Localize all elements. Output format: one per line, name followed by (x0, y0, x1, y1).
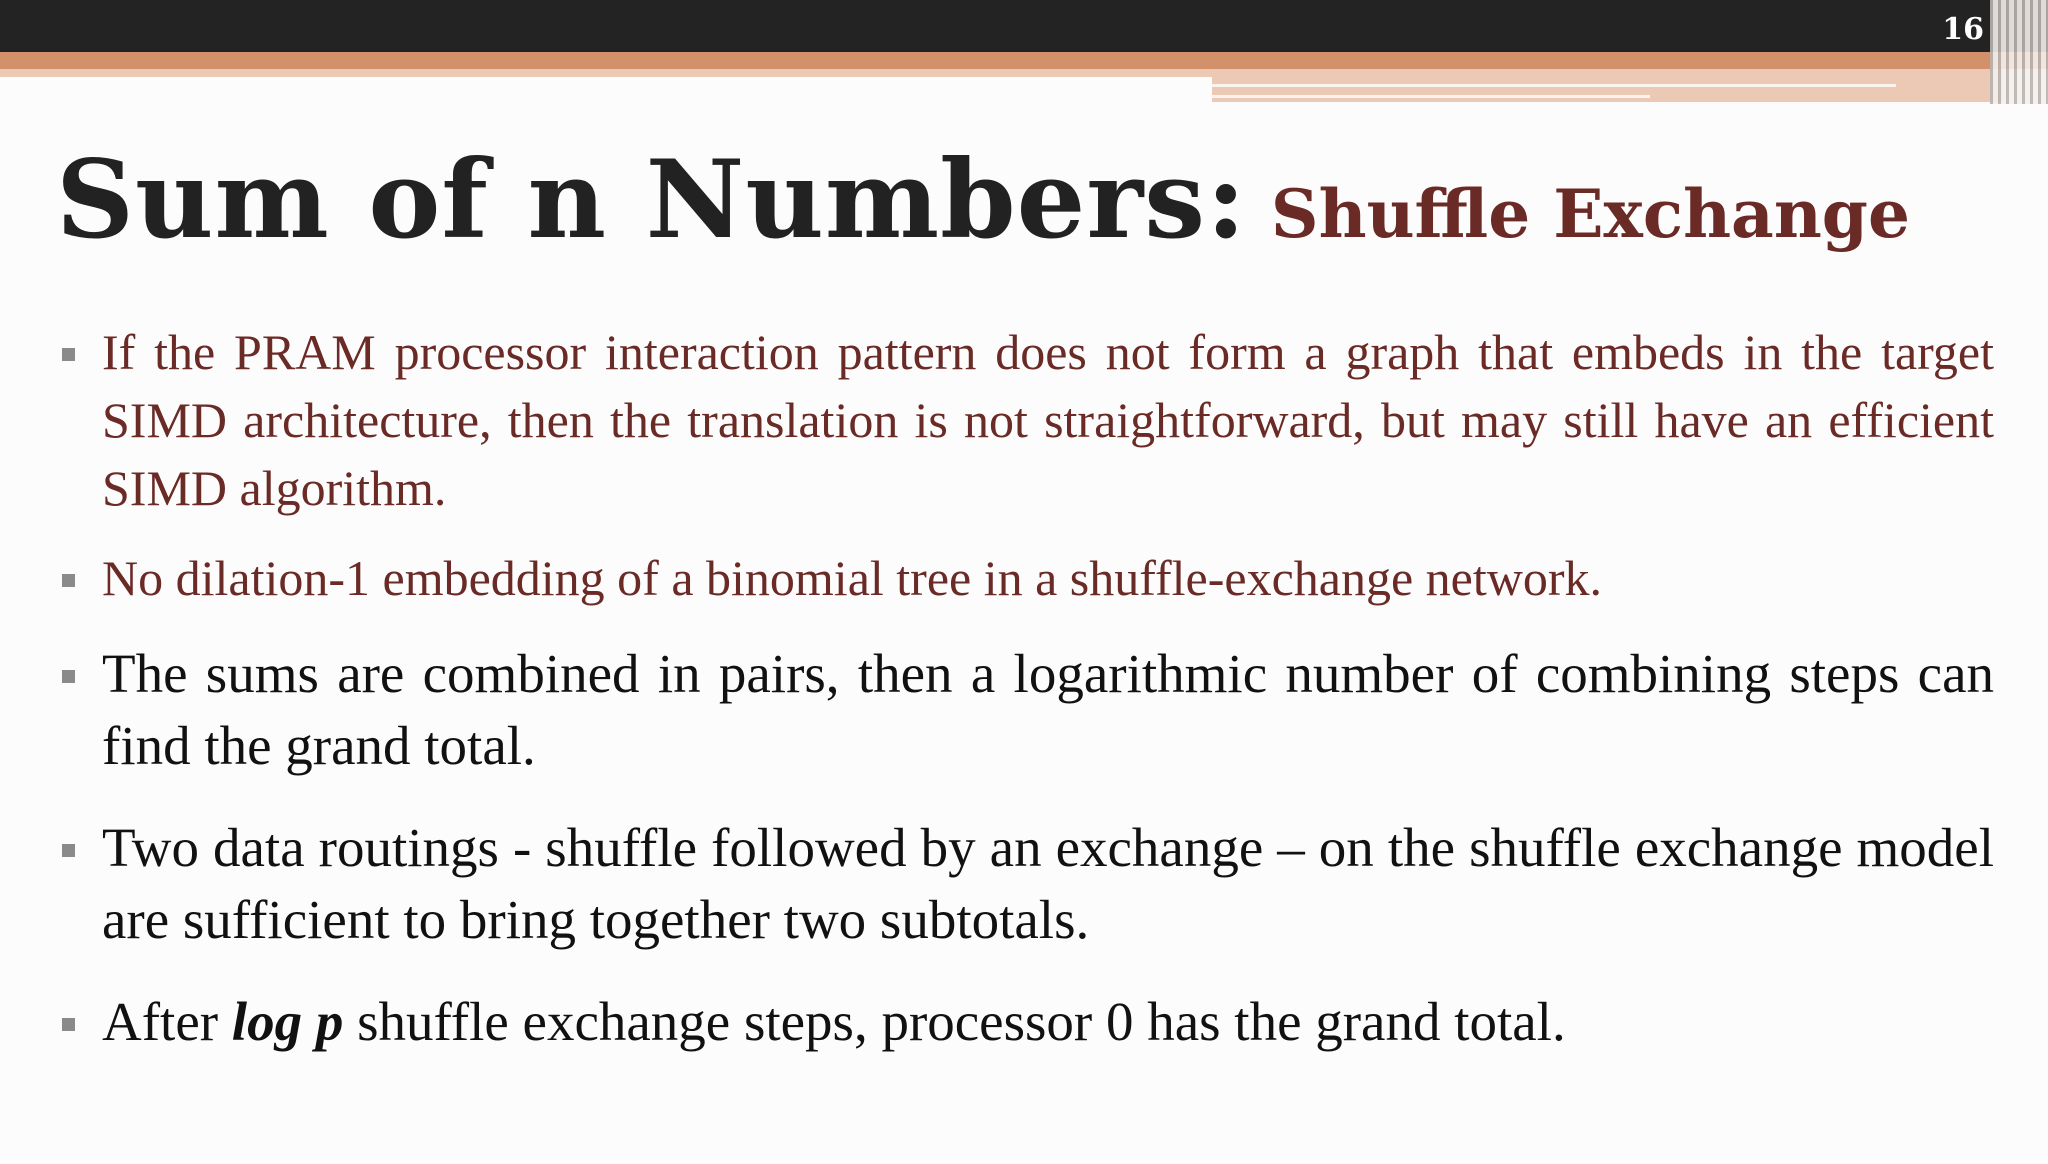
accent-band (0, 52, 2048, 69)
math-expression: log p (231, 991, 344, 1052)
accent-line (1212, 84, 1896, 87)
bullet-text: Two data routings - shuffle followed by an exchange – on the shuffle exchange model are sufficient to bring together two subtotals. (102, 817, 1994, 950)
bullet-square-icon (62, 844, 75, 857)
bullet-square-icon (62, 574, 75, 587)
title-subtitle: Shuffle Exchange (1270, 175, 1910, 253)
bullet-square-icon (62, 348, 75, 361)
bullet-item (56, 638, 1994, 782)
accent-line (1212, 95, 1650, 98)
bullet-item (56, 318, 1994, 522)
bullet-list (56, 318, 1994, 1058)
bullet-text-suffix: shuffle exchange steps, processor 0 has the grand total. (343, 991, 1566, 1052)
decorative-stripes (1990, 0, 2048, 104)
header-bar (0, 0, 2048, 52)
bullet-item (56, 986, 1994, 1058)
title-main: Sum of n Numbers: (56, 137, 1247, 263)
bullet-square-icon (62, 1018, 75, 1031)
bullet-item (56, 812, 1994, 956)
bullet-item (56, 544, 1994, 612)
bullet-text-prefix: After (102, 991, 232, 1052)
slide-number: 16 (1942, 12, 1984, 47)
slide-title (56, 137, 1910, 263)
accent-band-light (0, 69, 1212, 77)
bullet-text: If the PRAM processor interaction pattern does not form a graph that embeds in the target SIMD architecture, then the translation is not straightforward, but may still have an efficient SIMD algorithm. (102, 324, 1994, 516)
bullet-text: The sums are combined in pairs, then a logarithmic number of combining steps can find the grand total. (102, 643, 1994, 776)
bullet-square-icon (62, 670, 75, 683)
bullet-text: No dilation-1 embedding of a binomial tree in a shuffle-exchange network. (102, 550, 1602, 606)
